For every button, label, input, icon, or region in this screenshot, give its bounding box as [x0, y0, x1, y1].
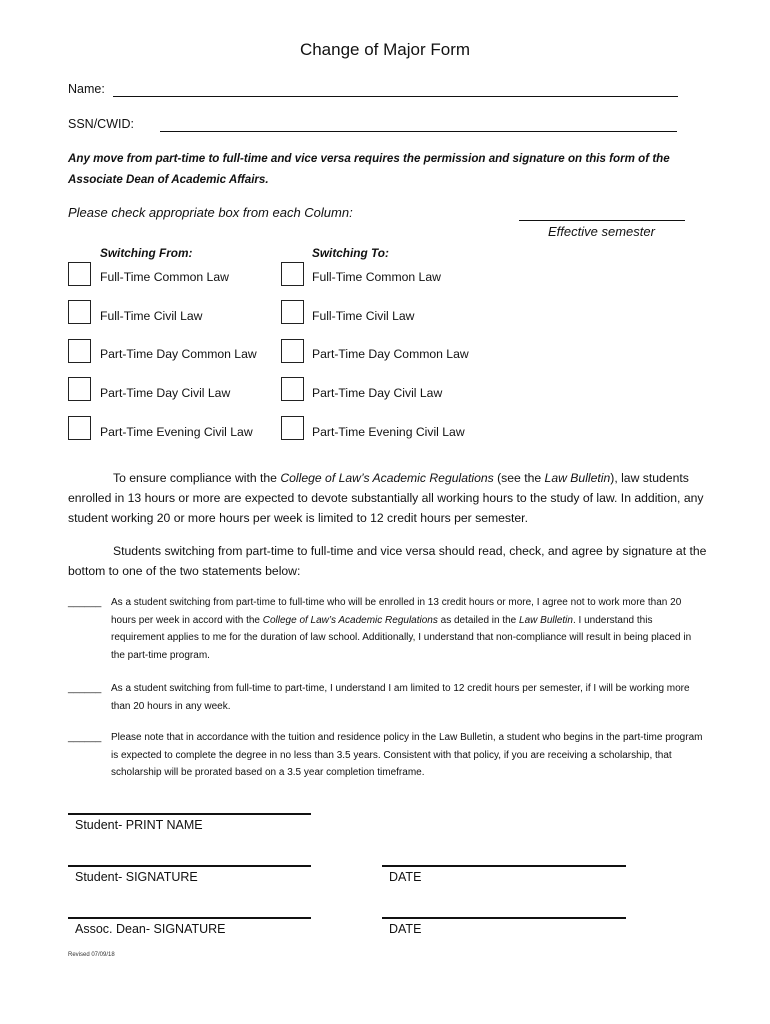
- switching-paragraph: [68, 541, 708, 581]
- from-option-label: Part-Time Day Civil Law: [100, 386, 231, 400]
- switching-from-heading: Switching From:: [100, 246, 193, 260]
- to-option-label: Part-Time Day Civil Law: [312, 386, 443, 400]
- to-parttime-evening-civil-checkbox[interactable]: [281, 416, 304, 440]
- from-fulltime-civil-checkbox[interactable]: [68, 300, 91, 324]
- to-option-label: Full-Time Civil Law: [312, 309, 415, 323]
- to-option-label: Part-Time Evening Civil Law: [312, 425, 465, 439]
- statement-2-check-blank[interactable]: ______: [68, 683, 102, 694]
- dean-date-line[interactable]: [382, 917, 626, 919]
- dean-signature-label: Assoc. Dean- SIGNATURE: [75, 922, 226, 936]
- text-run: ), law students enrolled in 13 hours or more are expected to devote substantially all working hours to the study of law. In addition, any student working 20 or more hours per week is limited to 12 credit hours per semester.: [68, 471, 704, 525]
- name-label: Name:: [68, 82, 105, 96]
- dean-signature-line[interactable]: [68, 917, 311, 919]
- to-fulltime-common-checkbox[interactable]: [281, 262, 304, 286]
- permission-notice: Any move from part-time to full-time and vice versa requires the permission and signature on this form of the Associate Dean of Academic Affairs.: [68, 152, 670, 186]
- text-run: . I understand this requirement applies to me for the duration of law school. Additionally, I understand that non-compliance will result in being placed in the part-time program.: [111, 614, 692, 661]
- statement-1-check-blank[interactable]: ______: [68, 597, 102, 608]
- student-date-line[interactable]: [382, 865, 626, 867]
- from-parttime-day-civil-checkbox[interactable]: [68, 377, 91, 401]
- from-option-label: Full-Time Common Law: [100, 270, 229, 284]
- statement-2: [68, 680, 703, 715]
- from-parttime-day-common-checkbox[interactable]: [68, 339, 91, 363]
- from-parttime-evening-civil-checkbox[interactable]: [68, 416, 91, 440]
- ssn-label: SSN/CWID:: [68, 117, 134, 131]
- from-option-label: Part-Time Day Common Law: [100, 347, 257, 361]
- text-run: As a student switching from part-time to full-time who will be enrolled in 13 credit hours or more, I agree not to work more than 20 hours per week in accord with the: [111, 597, 682, 626]
- revision-date: Revised 07/09/18: [68, 952, 115, 958]
- law-bulletin-ref: Law Bulletin: [544, 471, 611, 485]
- switching-text: Students switching from part-time to full-time and vice versa should read, check, and agree by signature at the bottom to one of the two statements below:: [68, 544, 707, 578]
- statement-2-text: As a student switching from full-time to part-time, I understand I am limited to 12 credit hours per semester, if I will be working more than 20 hours in any week.: [111, 683, 690, 712]
- instruction-text: Please check appropriate box from each Column:: [68, 205, 353, 220]
- to-option-label: Full-Time Common Law: [312, 270, 441, 284]
- statement-3-blank: ______: [68, 732, 102, 743]
- dean-date-label: DATE: [389, 922, 422, 936]
- from-fulltime-common-checkbox[interactable]: [68, 262, 91, 286]
- text-run: as detailed in the: [437, 614, 520, 626]
- compliance-paragraph: [68, 468, 708, 528]
- to-parttime-day-common-checkbox[interactable]: [281, 339, 304, 363]
- text-run: (see the: [493, 471, 545, 485]
- switching-to-heading: Switching To:: [312, 246, 389, 260]
- form-title: Change of Major Form: [299, 40, 471, 59]
- ssn-field[interactable]: [160, 131, 677, 132]
- statement-1: [68, 594, 703, 664]
- effective-semester-field[interactable]: [519, 220, 685, 221]
- student-signature-label: Student- SIGNATURE: [75, 870, 198, 884]
- effective-semester-label: Effective semester: [548, 224, 655, 239]
- academic-regulations-ref: College of Law’s Academic Regulations: [262, 614, 438, 626]
- statement-3-text: Please note that in accordance with the tuition and residence policy in the Law Bulletin, a student who begins in the part-time program is expected to complete the degree in no less than 3.5 years. Consistent with that policy, if you are receiving a scholarship, that scholarship will be prorated based on a 3.5 year completion timeframe.: [111, 732, 703, 778]
- to-option-label: Part-Time Day Common Law: [312, 347, 469, 361]
- from-option-label: Full-Time Civil Law: [100, 309, 203, 323]
- student-signature-line[interactable]: [68, 865, 311, 867]
- name-field[interactable]: [113, 96, 678, 97]
- to-parttime-day-civil-checkbox[interactable]: [281, 377, 304, 401]
- print-name-label: Student- PRINT NAME: [75, 818, 203, 832]
- text-run: To ensure compliance with the: [113, 471, 281, 485]
- academic-regulations-ref: College of Law’s Academic Regulations: [280, 471, 494, 485]
- student-date-label: DATE: [389, 870, 422, 884]
- print-name-line[interactable]: [68, 813, 311, 815]
- statement-3: [68, 729, 703, 782]
- to-fulltime-civil-checkbox[interactable]: [281, 300, 304, 324]
- from-option-label: Part-Time Evening Civil Law: [100, 425, 253, 439]
- law-bulletin-ref: Law Bulletin: [519, 614, 573, 626]
